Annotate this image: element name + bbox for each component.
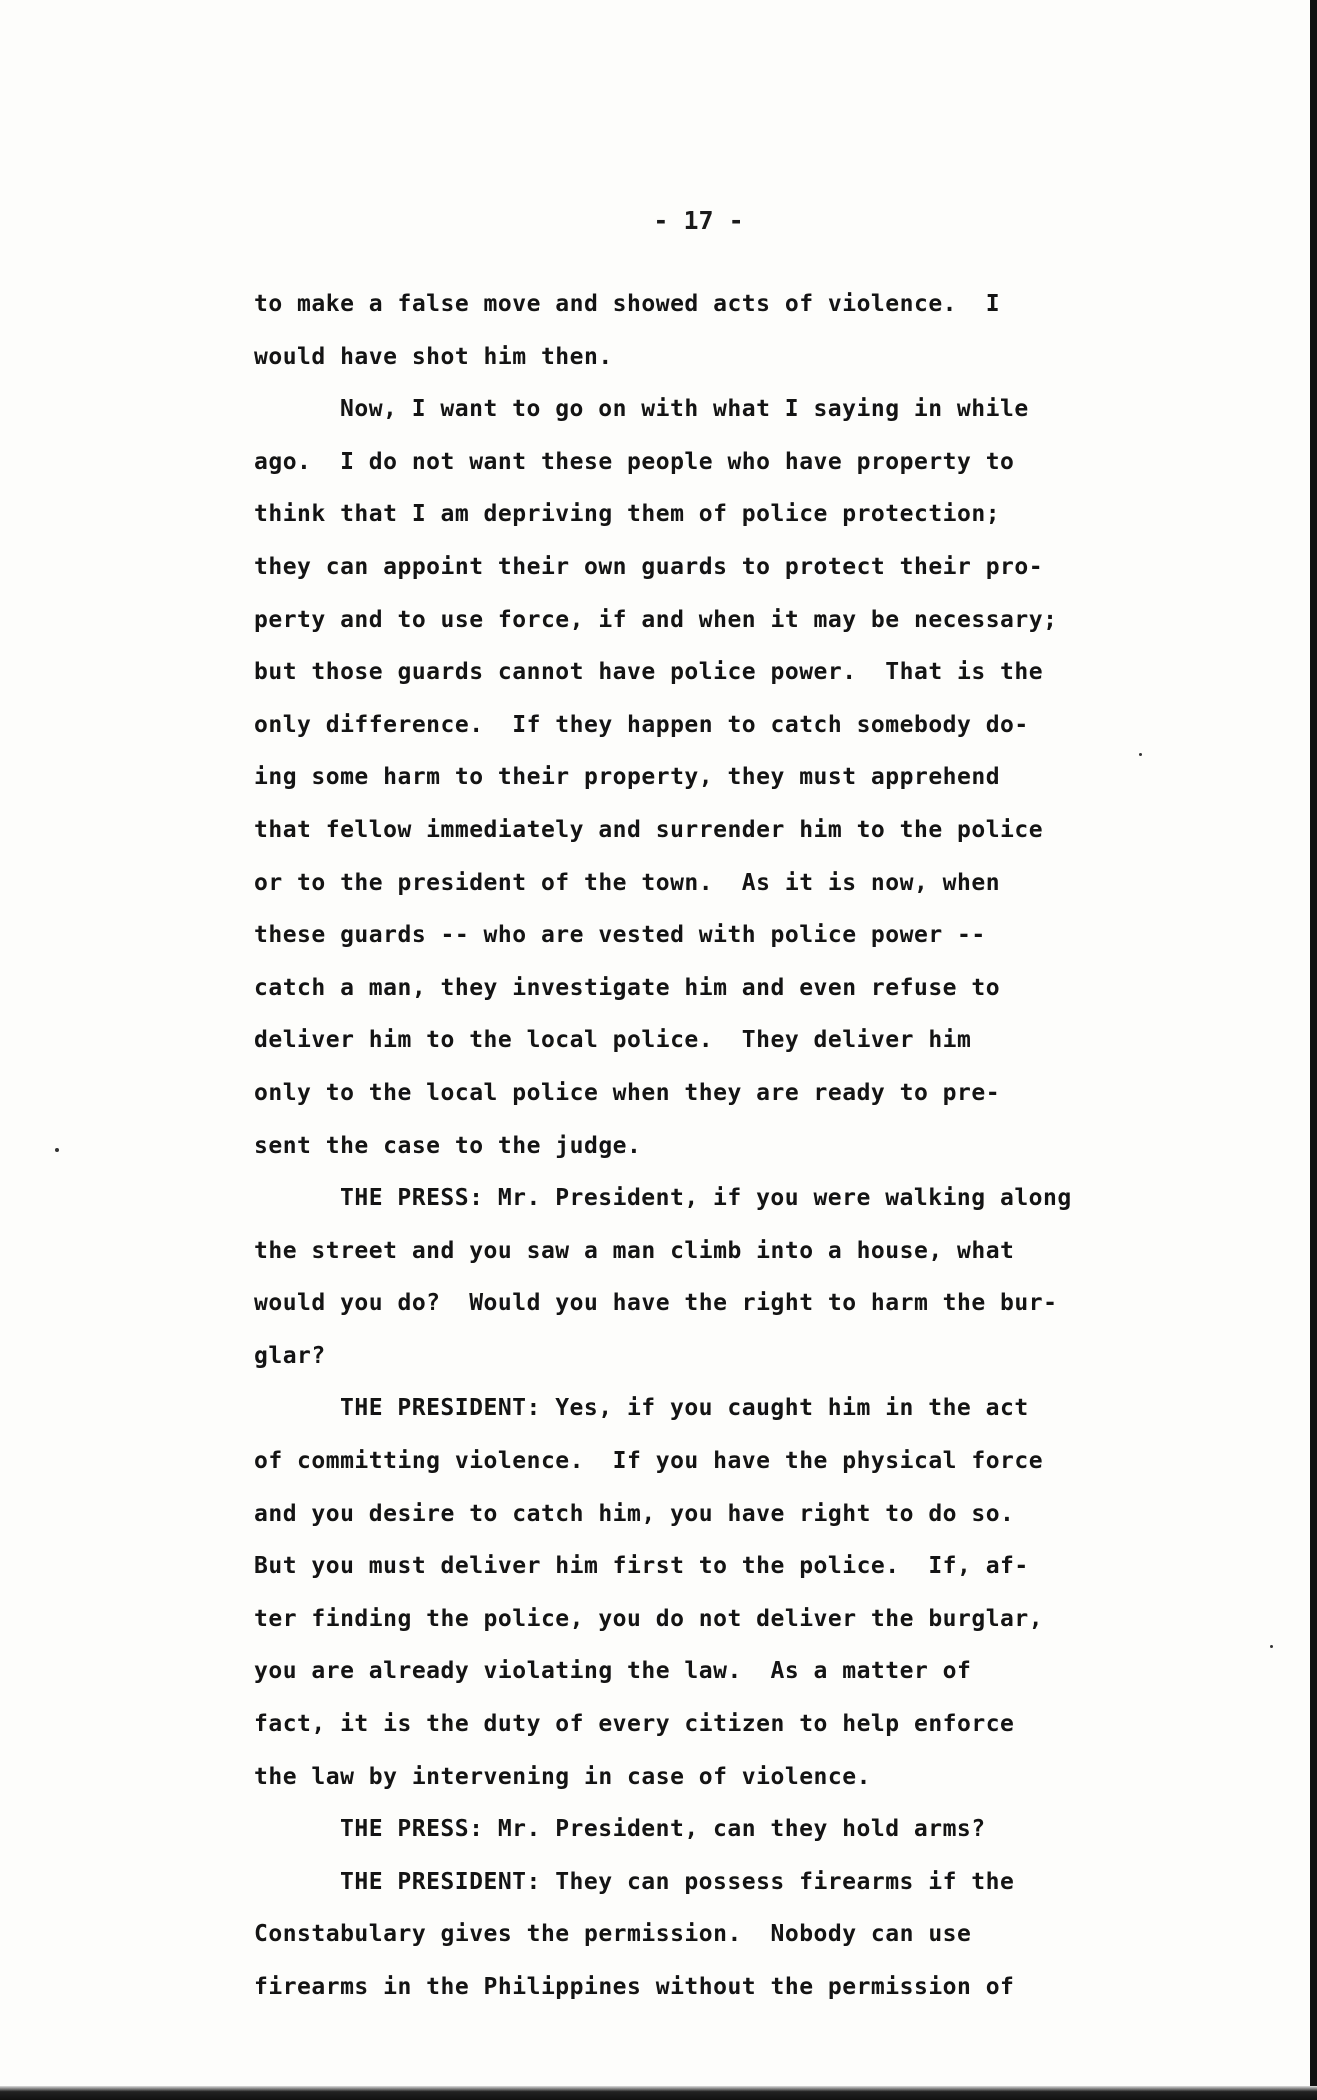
text-line: the law by intervening in case of violence. [254, 1763, 871, 1790]
text-line: would have shot him then. [254, 343, 613, 370]
text-line: the street and you saw a man climb into a house, what [254, 1237, 1015, 1264]
scan-speck [55, 1148, 59, 1152]
text-line: that fellow immediately and surrender him to the police [254, 816, 1044, 843]
text-line: but those guards cannot have police power. That is the [254, 659, 1044, 686]
text-line: of committing violence. If you have the physical force [254, 1448, 1044, 1475]
text-line: these guards -- who are vested with police power -- [254, 922, 986, 949]
text-line: to make a false move and showed acts of violence. I [254, 291, 1001, 317]
scan-border-right [1310, 0, 1317, 2100]
page-number: - 17 - [653, 206, 744, 235]
text-line: deliver him to the local police. They deliver him [254, 1027, 972, 1054]
text-line: you are already violating the law. As a matter of [254, 1658, 972, 1685]
text-line: THE PRESIDENT: Yes, if you caught him in the act [340, 1395, 1029, 1422]
typed-text-body [254, 278, 1154, 2014]
text-line: catch a man, they investigate him and even refuse to [254, 974, 1001, 1001]
text-line: only to the local police when they are ready to pre- [254, 1079, 1001, 1106]
text-line: But you must deliver him first to the police. If, af- [254, 1553, 1029, 1580]
text-line: glar? [254, 1342, 326, 1369]
text-line: THE PRESS: Mr. President, if you were walking along [340, 1185, 1072, 1212]
text-line: ing some harm to their property, they must apprehend [254, 764, 1001, 791]
text-line: or to the president of the town. As it is now, when [254, 869, 1001, 896]
text-line: THE PRESIDENT: They can possess firearms if the [340, 1868, 1015, 1895]
text-line: would you do? Would you have the right to harm the bur- [254, 1290, 1058, 1317]
text-line: firearms in the Philippines without the permission of [254, 1974, 1015, 2000]
text-line: ter finding the police, you do not deliver the burglar, [254, 1605, 1044, 1632]
text-line: only difference. If they happen to catch somebody do- [254, 711, 1029, 738]
text-line: sent the case to the judge. [254, 1132, 642, 1159]
text-line: think that I am depriving them of police protection; [254, 501, 1001, 528]
text-line: they can appoint their own guards to protect their pro- [254, 553, 1044, 580]
scan-speck [1270, 1645, 1273, 1648]
text-line: fact, it is the duty of every citizen to help enforce [254, 1711, 1015, 1738]
text-line: ago. I do not want these people who have property to [254, 448, 1015, 475]
scan-border-bottom [0, 2086, 1317, 2100]
text-line: and you desire to catch him, you have right to do so. [254, 1500, 1015, 1527]
text-line: perty and to use force, if and when it may be necessary; [254, 606, 1058, 633]
text-line: Now, I want to go on with what I saying in while [340, 396, 1029, 423]
text-line: Constabulary gives the permission. Nobody can use [254, 1921, 972, 1948]
text-line: THE PRESS: Mr. President, can they hold arms? [340, 1816, 986, 1843]
